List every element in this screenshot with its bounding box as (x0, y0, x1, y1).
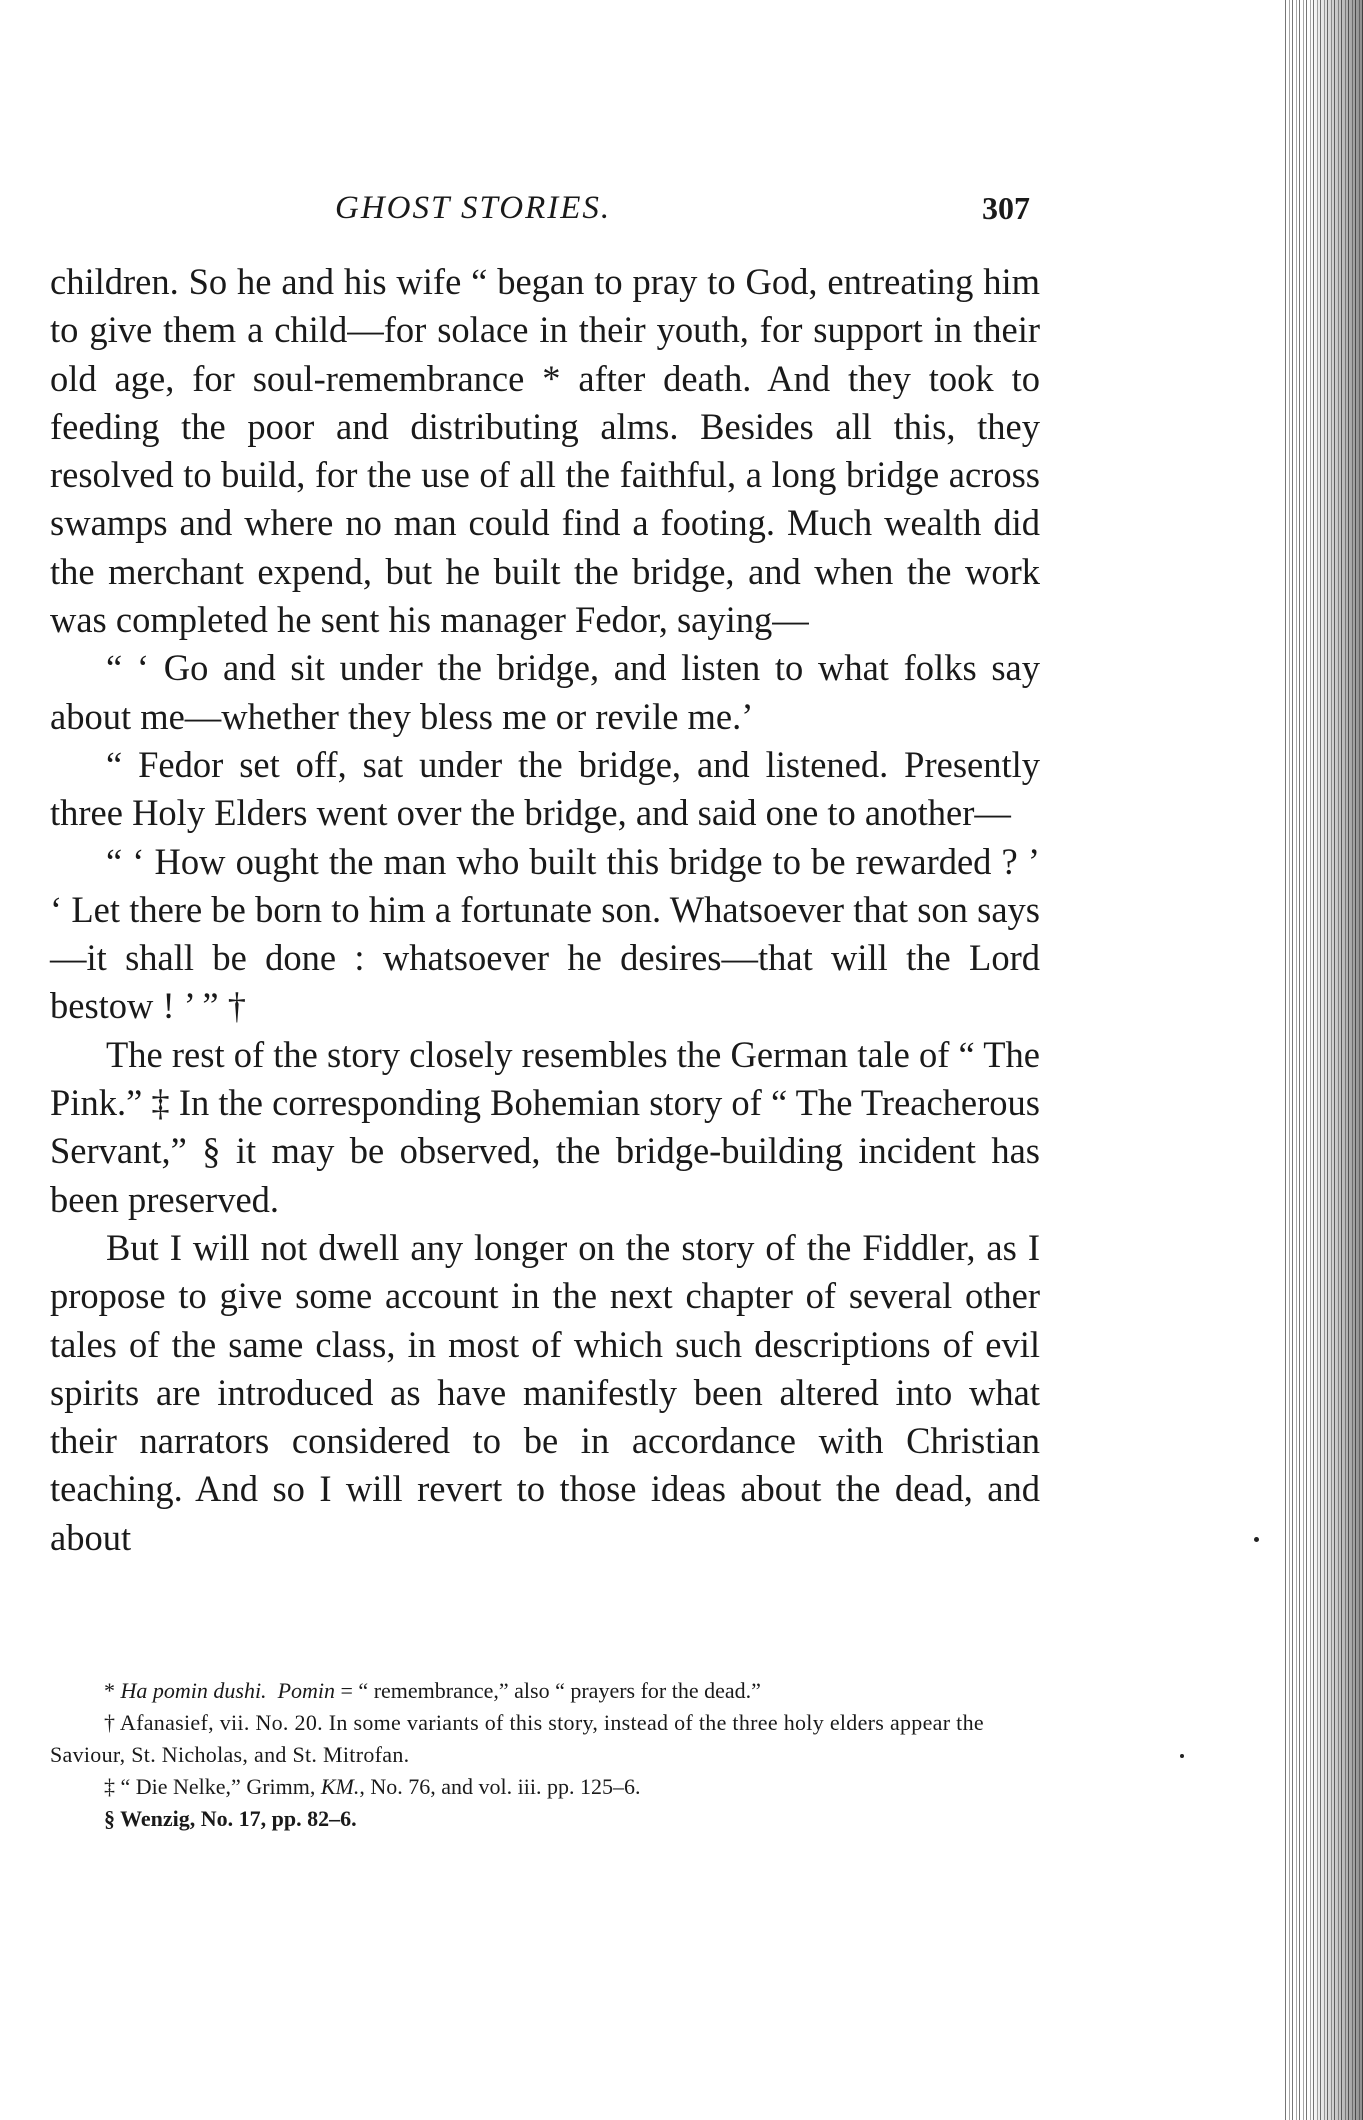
footnote-1-italic-b: Pomin (277, 1678, 336, 1703)
paragraph-6: But I will not dwell any longer on the story of the Fiddler, as I propose to give some account in the next chapter of several other tales of the same class, in most of which such descriptions of evil spirits are introduced as have manifestly been altered into what their narrators considered to be in accordance with Christian teaching. And so I will revert to those ideas about the dead, and about (50, 1226, 1040, 1558)
paragraph-4: “ ‘ How ought the man who built this bridge to be rewarded ? ’ ‘ Let there be born to him a fortunate son. Whatsoever that son says—it shall be done : whatsoever he desires—that will the Lord bestow ! ’ ” † (50, 840, 1040, 1027)
body-text (50, 258, 1040, 1562)
footnote-3-text-b: , No. 76, and vol. iii. pp. 125–6. (359, 1774, 641, 1799)
footnote-1 (50, 1675, 1040, 1707)
footnote-2 (50, 1707, 1040, 1771)
footnote-4-text: Wenzig, No. 17, pp. 82–6. (120, 1806, 357, 1831)
paragraph-2: “ ‘ Go and sit under the bridge, and listen to what folks say about me—whether they bless me or revile me.’ (50, 647, 1040, 737)
paragraph-1: children. So he and his wife “ began to pray to God, entreating him to give them a child—for solace in their youth, for support in their old age, for soul-remembrance * after death. And they took to feeding the poor and distributing alms. Besides all this, they resolved to build, for the use of all the faithful, a long bridge across swamps and where no man could find a footing. Much wealth did the merchant expend, but he built the bridge, and when the work was completed he sent his manager Fedor, saying— (50, 261, 1040, 641)
running-head (50, 190, 1030, 240)
paragraph-3: “ Fedor set off, sat under the bridge, and listened. Presently three Holy Elders went over the bridge, and said one to another— (50, 743, 1040, 834)
footnote-3-mark: ‡ (104, 1774, 115, 1799)
footnote-3 (50, 1771, 1040, 1803)
ink-speck (1254, 1537, 1259, 1542)
running-title: GHOST STORIES. (335, 190, 612, 226)
footnote-2-mark: † (104, 1710, 116, 1735)
footnote-4-mark: § (104, 1806, 115, 1831)
paragraph-5: The rest of the story closely resembles the German tale of “ The Pink.” ‡ In the corresponding Bohemian story of “ The Treacherous Servant,” § it may be observed, the bridge-building incident has been preserved. (50, 1033, 1040, 1220)
footnote-3-italic: KM. (320, 1774, 360, 1799)
footnote-3-text-a: “ Die Nelke,” Grimm, (120, 1774, 316, 1799)
page-number: 307 (982, 190, 1030, 226)
footnote-1-mark: * (104, 1678, 115, 1703)
footnote-4 (50, 1803, 1040, 1835)
ink-speck (1180, 1754, 1184, 1758)
footnotes (50, 1675, 1040, 1835)
footnote-1-text: = “ remembrance,” also “ prayers for the dead.” (340, 1678, 761, 1703)
footnote-1-italic-a: Ha pomin dushi. (120, 1678, 267, 1703)
page-gutter-shadow (1310, 0, 1363, 2120)
footnote-2-text: Afanasief, vii. No. 20. In some variants of this story, instead of the three holy elders appear the Saviour, St. Nicholas, and St. Mitrofan. (50, 1710, 984, 1767)
